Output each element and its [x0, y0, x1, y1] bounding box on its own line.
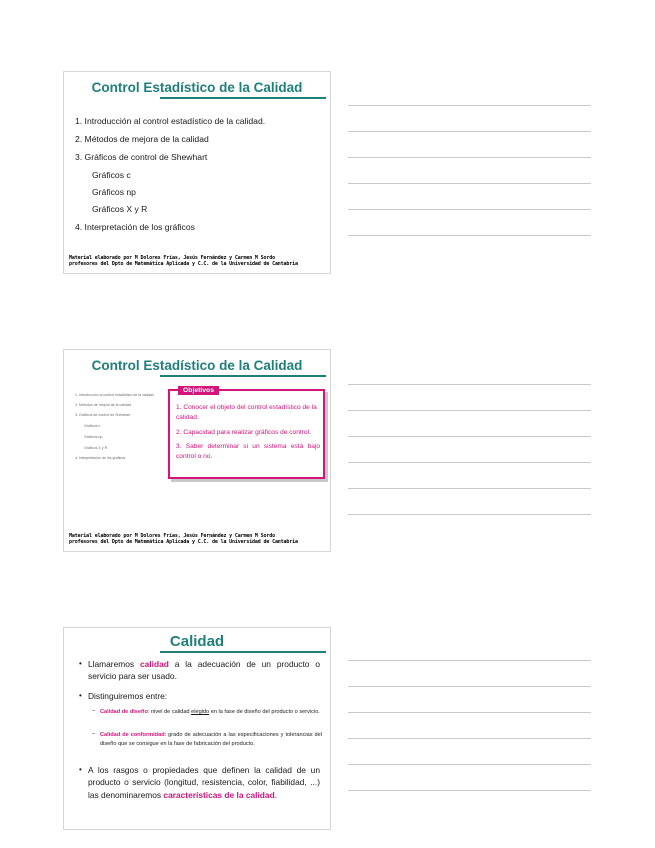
- bullet-icon: •: [79, 691, 82, 700]
- slide-2-footer-line-2: profesores del Dpto de Matemática Aplicada y C.C. de la Universidad de Cantabria: [69, 539, 298, 545]
- notes-line: [348, 462, 591, 463]
- slide-1-title-underline: [160, 97, 326, 99]
- sub2-term: Calidad de conformidad: [100, 732, 165, 738]
- sub1-underlined: elegido: [191, 709, 210, 715]
- notes-line: [348, 660, 591, 661]
- notes-line: [348, 183, 591, 184]
- notes-line: [348, 105, 591, 106]
- objective-2: 2. Capacidad para realizar gráficos de control.: [176, 429, 311, 436]
- notes-line: [348, 686, 591, 687]
- slide-2-footer-line-1: Material elaborado por M Dolores Frías, Jesús Fernández y Carmen M Sordo: [69, 533, 275, 539]
- slide-1-subitem-2: Gráficos np: [92, 187, 136, 197]
- slide-3-paragraph-1: [88, 658, 320, 683]
- sub1-term: Calidad de diseño: [100, 709, 148, 715]
- slide-1: [63, 71, 331, 274]
- slide-2-mini-subitem-1: Gráficos c: [84, 424, 101, 428]
- slide-3-title: Calidad: [169, 633, 225, 650]
- p1-text-c: a la adecuación de un producto o servicio para ser usado.: [88, 659, 321, 682]
- slide-1-title: Control Estadístico de la Calidad: [91, 80, 303, 95]
- dash-icon: –: [92, 708, 96, 714]
- bullet-icon: •: [79, 765, 82, 774]
- notes-line: [348, 384, 591, 385]
- slide-3-paragraph-3: [88, 764, 320, 801]
- slide-3-paragraph-2: Distinguiremos entre:: [88, 691, 168, 701]
- slide-3-subitem-2: [100, 731, 322, 748]
- notes-line: [348, 410, 591, 411]
- slide-2-mini-subitem-3: Gráficos X y R: [84, 446, 108, 450]
- notes-line: [348, 712, 591, 713]
- slide-1-footer-line-1: Material elaborado por M Dolores Frías, Jesús Fernández y Carmen M Sordo: [69, 255, 275, 261]
- slide-2-mini-item-3: 3. Gráficos de control de Shewhart: [75, 413, 131, 417]
- slide-2-title-underline: [160, 375, 326, 377]
- slide-3-subitem-1: [100, 708, 322, 717]
- notes-line: [348, 131, 591, 132]
- slide-2-mini-item-4: 4. Interpretación de los gráficos: [75, 456, 126, 460]
- slide-2: [63, 349, 331, 552]
- slide-2-title: Control Estadístico de la Calidad: [91, 358, 303, 373]
- notes-line: [348, 738, 591, 739]
- slide-1-item-3: 3. Gráficos de control de Shewhart: [75, 152, 208, 162]
- objective-3: 3. Saber determinar si un sistema está bajo control o no.: [176, 443, 320, 460]
- slide-1-item-1: 1. Introducción al control estadístico de la calidad.: [75, 116, 266, 126]
- objective-1: 1. Conocer el objeto del control estadístico de la calidad.: [176, 404, 317, 421]
- p1-keyword: calidad: [139, 659, 169, 669]
- slide-1-item-2: 2. Métodos de mejora de la calidad: [75, 134, 209, 144]
- slide-2-mini-item-1: 1. Introducción al control estadístico de la calidad.: [75, 393, 155, 397]
- p1-text-a: Llamaremos: [88, 659, 140, 669]
- notes-line: [348, 436, 591, 437]
- objectives-label: Objetivos: [178, 386, 219, 395]
- sub1-text-b: : nivel de calidad: [147, 709, 192, 715]
- bullet-icon: •: [79, 659, 82, 668]
- slide-1-footer-line-2: profesores del Dpto de Matemática Aplicada y C.C. de la Universidad de Cantabria: [69, 261, 298, 267]
- notes-line: [348, 235, 591, 236]
- notes-line: [348, 157, 591, 158]
- slide-2-mini-item-2: 2. Métodos de mejora de la calidad: [75, 403, 131, 407]
- p3-keyword: características de la calidad: [163, 789, 275, 800]
- notes-line: [348, 790, 591, 791]
- slide-1-item-4: 4. Interpretación de los gráficos: [75, 222, 195, 232]
- notes-line: [348, 764, 591, 765]
- notes-line: [348, 209, 591, 210]
- slide-2-mini-subitem-2: Gráficos np: [84, 435, 103, 439]
- p3-text-c: .: [274, 789, 278, 800]
- notes-line: [348, 488, 591, 489]
- objectives-box: [168, 389, 325, 479]
- slide-3-title-underline: [160, 651, 326, 653]
- slide-2-footer: [69, 533, 326, 545]
- slide-1-footer: [69, 255, 326, 267]
- sub2-text-b: : grado de adecuación a las especificaciones y tolerancias del diseño que se consigue en la fase de fabricación del producto.: [100, 732, 322, 747]
- slide-3: [63, 627, 331, 830]
- slide-1-subitem-3: Gráficos X y R: [92, 204, 148, 214]
- dash-icon: –: [92, 731, 96, 737]
- sub1-text-d: en la fase de diseño del producto o servicio.: [209, 709, 320, 715]
- slide-1-subitem-1: Gráficos c: [92, 170, 131, 180]
- p3-text-a: A los rasgos o propiedades que definen la calidad de un producto o servicio (longitud, resistencia, color, fiabilidad, ...) las denominaremos: [88, 765, 320, 800]
- notes-line: [348, 514, 591, 515]
